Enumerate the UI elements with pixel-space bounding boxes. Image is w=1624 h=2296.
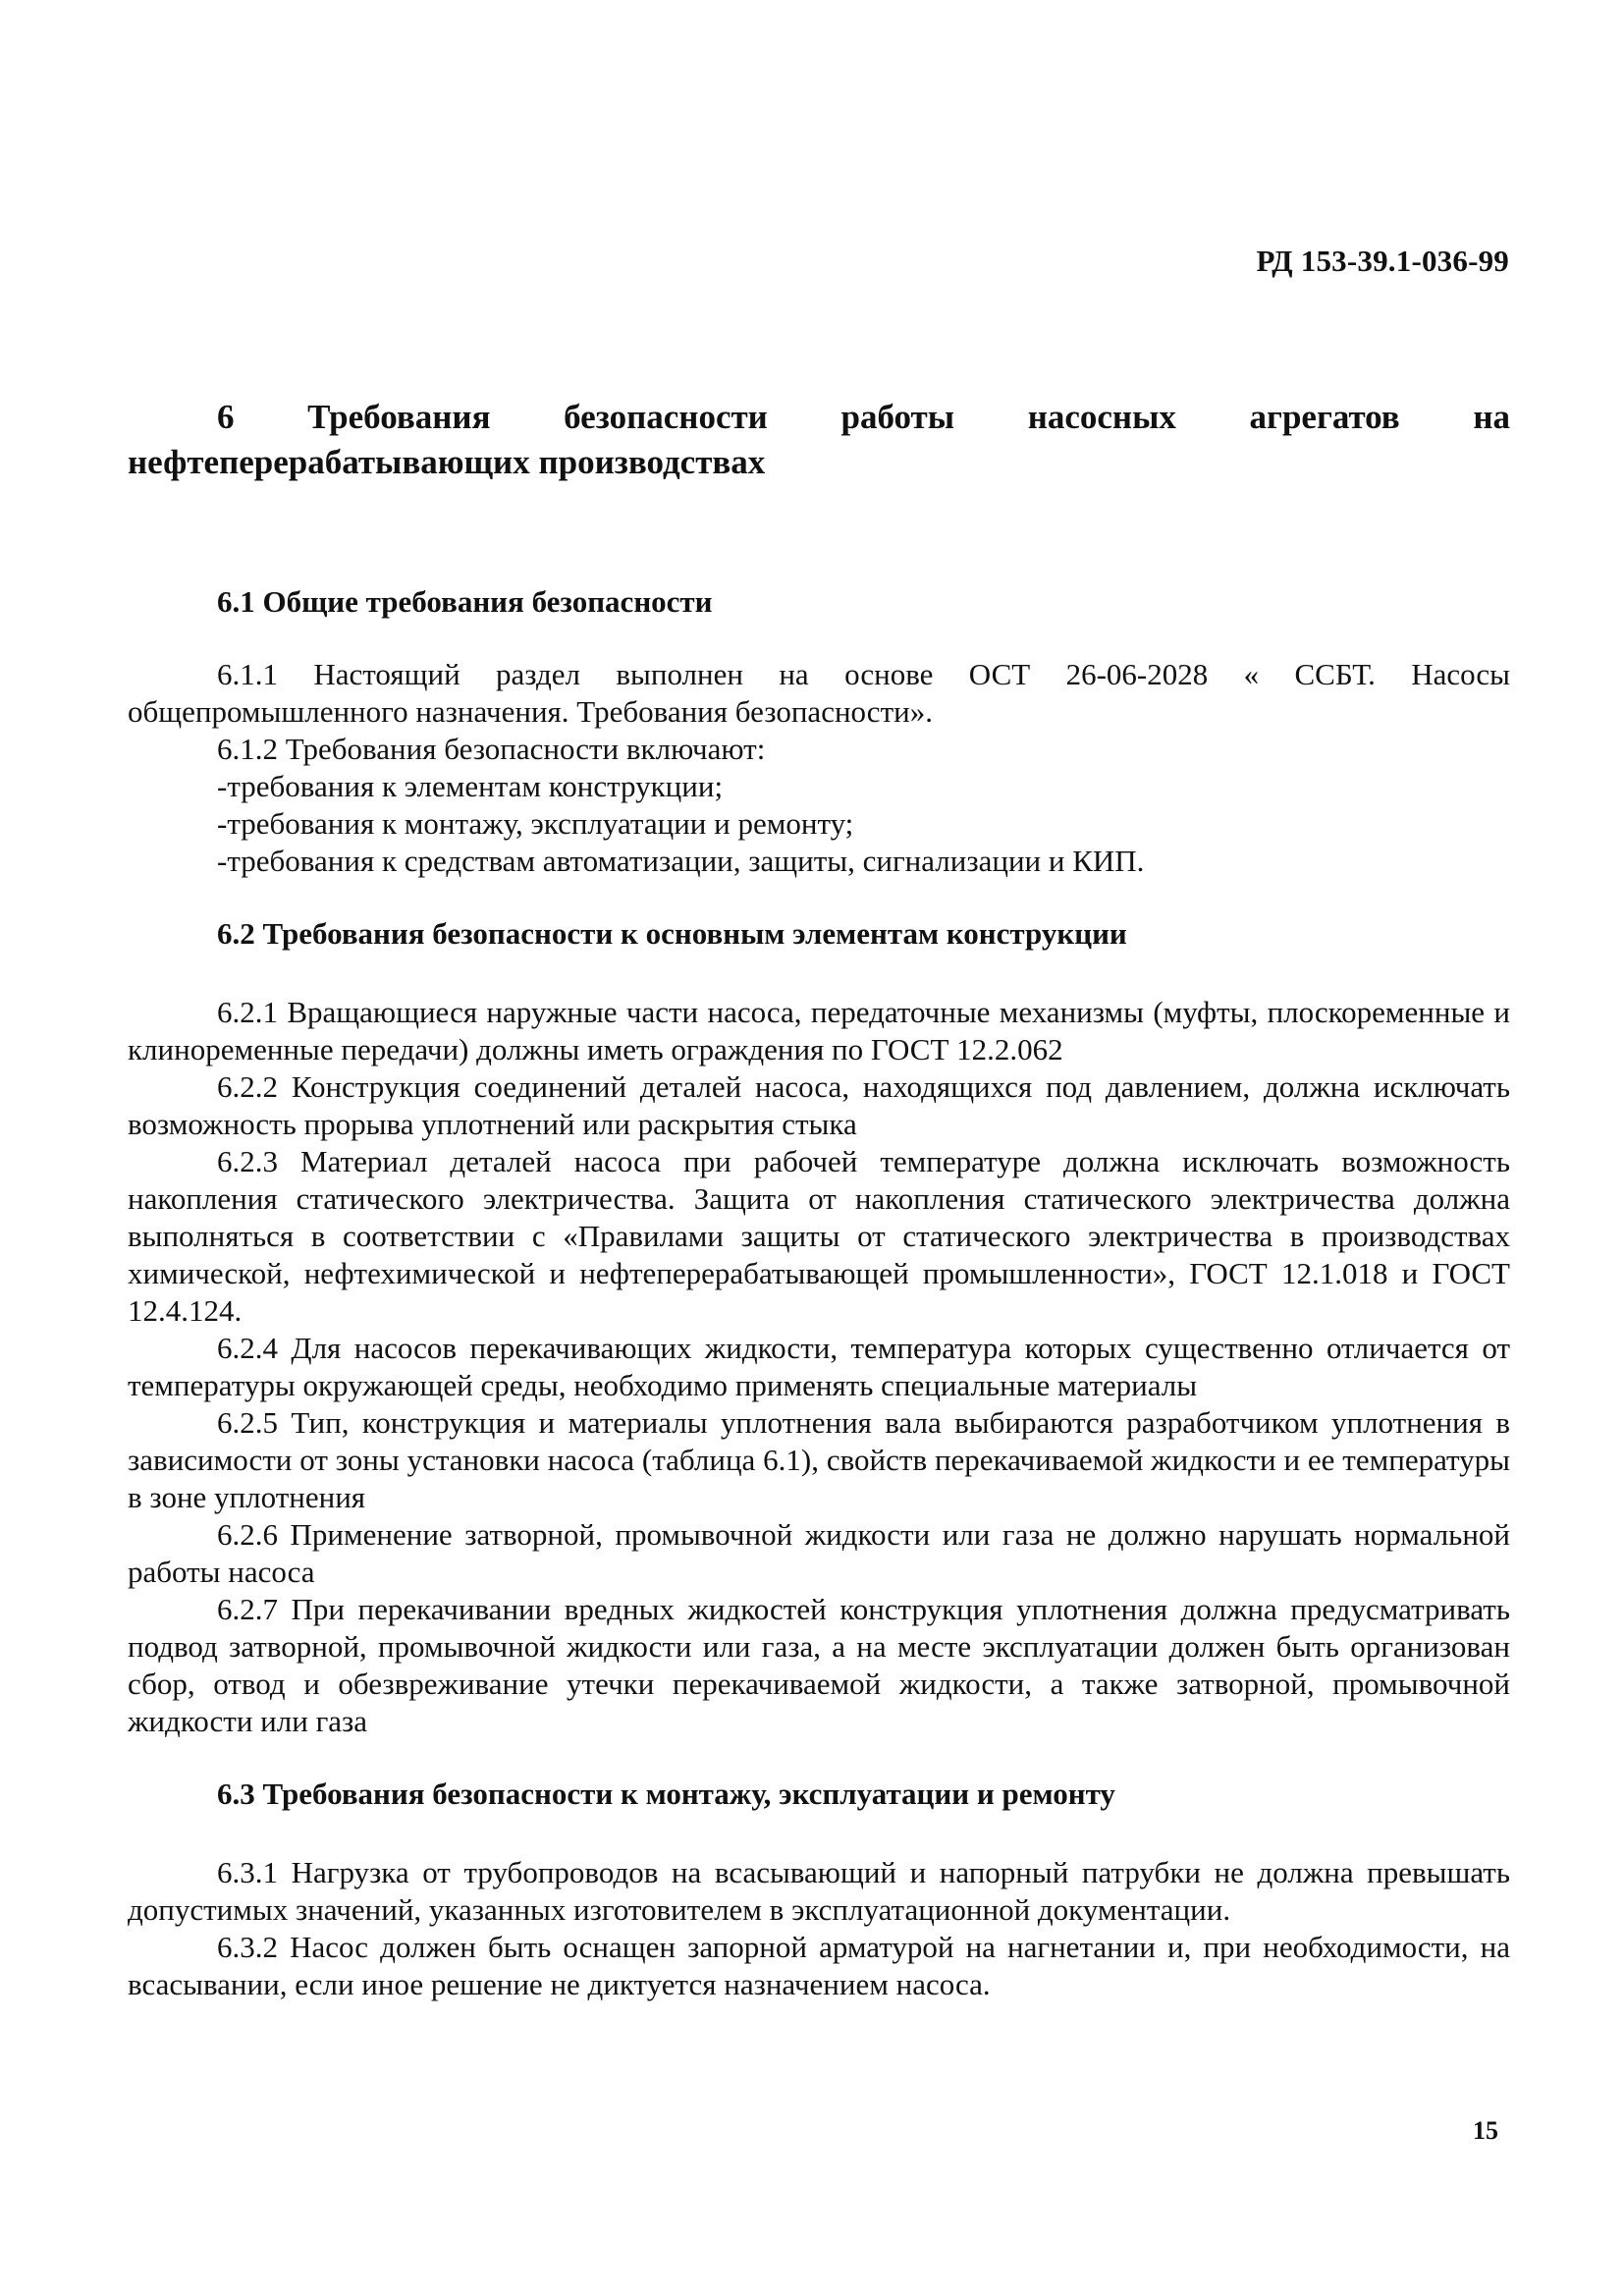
paragraph-6-2-3: 6.2.3 Материал деталей насоса при рабочей температуре должна исключать возможность накопления статического электричества. Защита от накопления статического электричества должна выполняться в соответствии с «Правилами защиты от статического электричества в производствах химической, нефтехимической и нефтеперерабатывающей промышленности», ГОСТ 12.1.018 и ГОСТ 12.4.124.: [128, 1144, 1510, 1328]
paragraph-6-1-1: 6.1.1 Настоящий раздел выполнен на основе ОСТ 26-06-2028 « ССБТ. Насосы общепромышленного назначения. Требования безопасности».: [128, 657, 1510, 729]
paragraph-6-3-1: 6.3.1 Нагрузка от трубопроводов на всасывающий и напорный патрубки не должна превышать допустимых значений, указанных изготовителем в эксплуатационной документации.: [128, 1855, 1510, 1927]
subsection-title-6-3: 6.3 Требования безопасности к монтажу, эксплуатации и ремонту: [217, 1777, 1115, 1811]
list-item: -требования к элементам конструкции;: [217, 769, 724, 803]
subsection-title-6-2: 6.2 Требования безопасности к основным элементам конструкции: [217, 916, 1127, 951]
paragraph-6-2-4: 6.2.4 Для насосов перекачивающих жидкости, температура которых существенно отличается от температуры окружающей среды, необходимо применять специальные материалы: [128, 1331, 1510, 1402]
paragraph-6-1-2: 6.1.2 Требования безопасности включают:: [217, 732, 766, 766]
paragraph-6-2-5: 6.2.5 Тип, конструкция и материалы уплотнения вала выбираются разработчиком уплотнения в зависимости от зоны установки насоса (таблица 6.1), свойств перекачиваемой жидкости и ее температуры в зоне уплотнения: [128, 1405, 1510, 1514]
document-code: РД 153-39.1-036-99: [1256, 244, 1509, 278]
section-number: 6: [217, 398, 235, 436]
subsection-title-6-1: 6.1 Общие требования безопасности: [217, 584, 713, 619]
paragraph-6-2-1: 6.2.1 Вращающиеся наружные части насоса, передаточные механизмы (муфты, плоскоременные и клиноременные передачи) должны иметь ограждения по ГОСТ 12.2.062: [128, 995, 1510, 1066]
list-item: -требования к средствам автоматизации, защиты, сигнализации и КИП.: [217, 844, 1145, 878]
page-content: [128, 395, 1510, 2003]
page-number: 15: [1473, 2116, 1498, 2145]
paragraph-6-2-6: 6.2.6 Применение затворной, промывочной жидкости или газа не должно нарушать нормальной работы насоса: [128, 1517, 1510, 1589]
section-title: Требования безопасности работы насосных агрегатов на нефтеперерабатывающих производствах: [128, 398, 1511, 481]
paragraph-6-2-2: 6.2.2 Конструкция соединений деталей насоса, находящихся под давлением, должна исключать возможность прорыва уплотнений или раскрытия стыка: [128, 1069, 1510, 1141]
paragraph-6-3-2: 6.3.2 Насос должен быть оснащен запорной арматурой на нагнетании и, при необходимости, на всасывании, если иное решение не диктуется назначением насоса.: [128, 1930, 1510, 2001]
paragraph-6-2-7: 6.2.7 При перекачивании вредных жидкостей конструкция уплотнения должна предусматривать подвод затворной, промывочной жидкости или газа, а на месте эксплуатации должен быть организован сбор, отвод и обезвреживание утечки перекачиваемой жидкости, а также затворной, промывочной жидкости или газа: [128, 1592, 1510, 1738]
list-item: -требования к монтажу, эксплуатации и ремонту;: [217, 806, 854, 841]
section-heading: [128, 395, 1510, 485]
